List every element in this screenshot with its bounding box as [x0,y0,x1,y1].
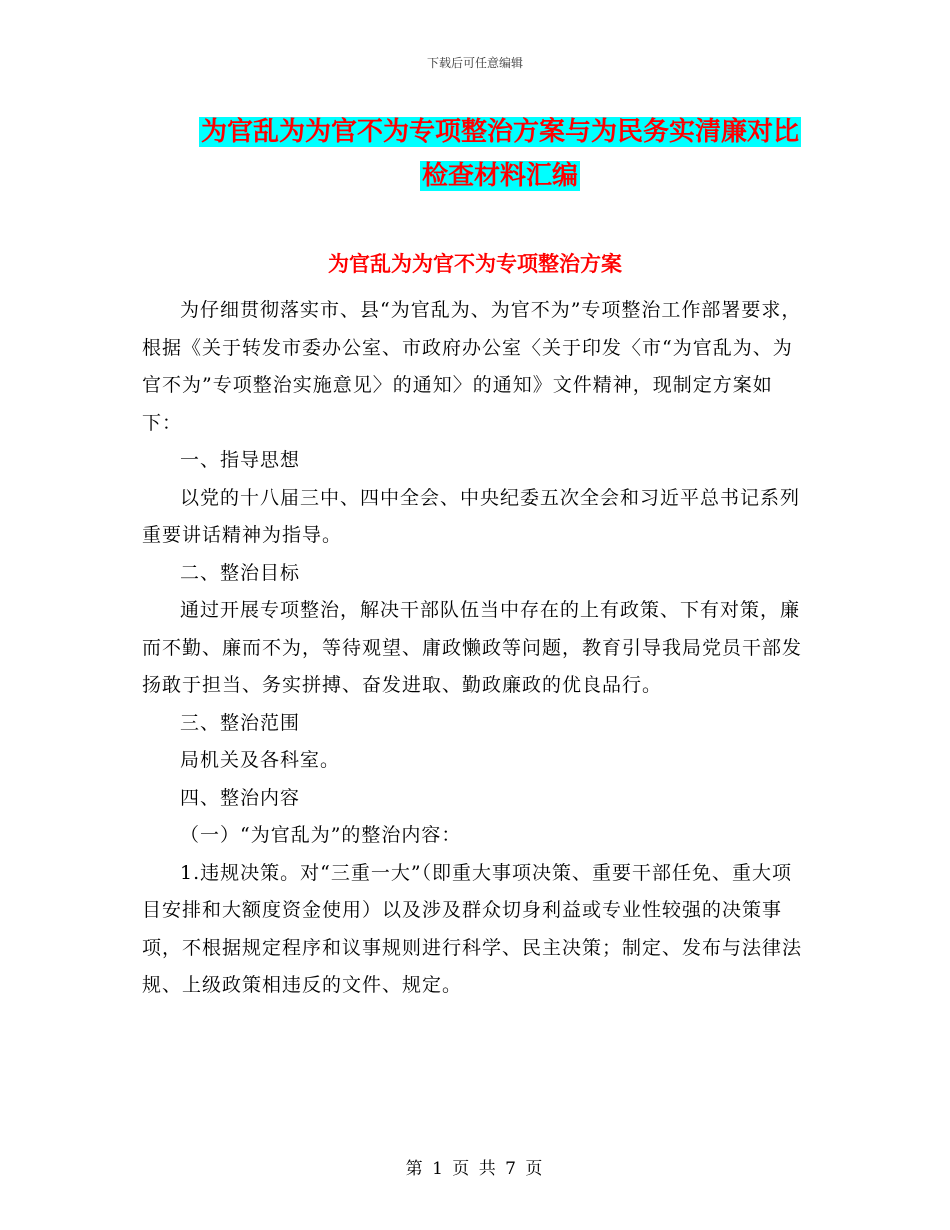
heading-scope: 三、整治范围 [180,711,301,734]
heading-objectives: 二、整治目标 [180,561,301,584]
paragraph-guiding-ideology: 以党的十八届三中、四中全会、中央纪委五次全会和习近平总书记系列重要讲话精神为指导。 [142,486,801,546]
paragraph-objectives: 通过开展专项整治，解决干部队伍当中存在的上有政策、下有对策，廉而不勤、廉而不为，等待观望、庸政懒政等问题，教育引导我局党员干部发扬敢于担当、务实拼搏、奋发进取、勤政廉政的优良品行。 [142,599,803,696]
heading-content: 四、整治内容 [180,786,301,809]
page-number-footer: 第 1 页 共 7 页 [405,1159,545,1179]
page-header-note: 下载后可任意编辑 [426,56,523,70]
title-line-2: 检查材料汇编 [421,161,578,191]
section-title: 为官乱为为官不为专项整治方案 [328,252,622,276]
title-line-1: 为官乱为为官不为专项整治方案与为民务实清廉对比 [200,117,799,147]
paragraph-item-1: 1.违规决策。对“三重一大”（即重大事项决策、重要干部任免、重大项目安排和大额度资金使用）以及涉及群众切身利益或专业性较强的决策事项，不根据规定程序和议事规则进行科学、民主决策；制定、发布与法律法规、上级政策相违反的文件、规定。 [142,861,803,996]
document-body [142,292,808,1005]
document-title [140,110,860,198]
subheading-content-1: （一）“为官乱为”的整治内容： [180,824,462,846]
paragraph-intro: 为仔细贯彻落实市、县“为官乱为、为官不为”专项整治工作部署要求，根据《关于转发市委办公室、市政府办公室〈关于印发〈市“为官乱为、为官不为”专项整治实施意见〉的通知〉的通知》文件精神，现制定方案如下： [142,299,802,434]
heading-guiding-ideology: 一、指导思想 [180,449,301,471]
paragraph-scope: 局机关及各科室。 [180,749,341,771]
